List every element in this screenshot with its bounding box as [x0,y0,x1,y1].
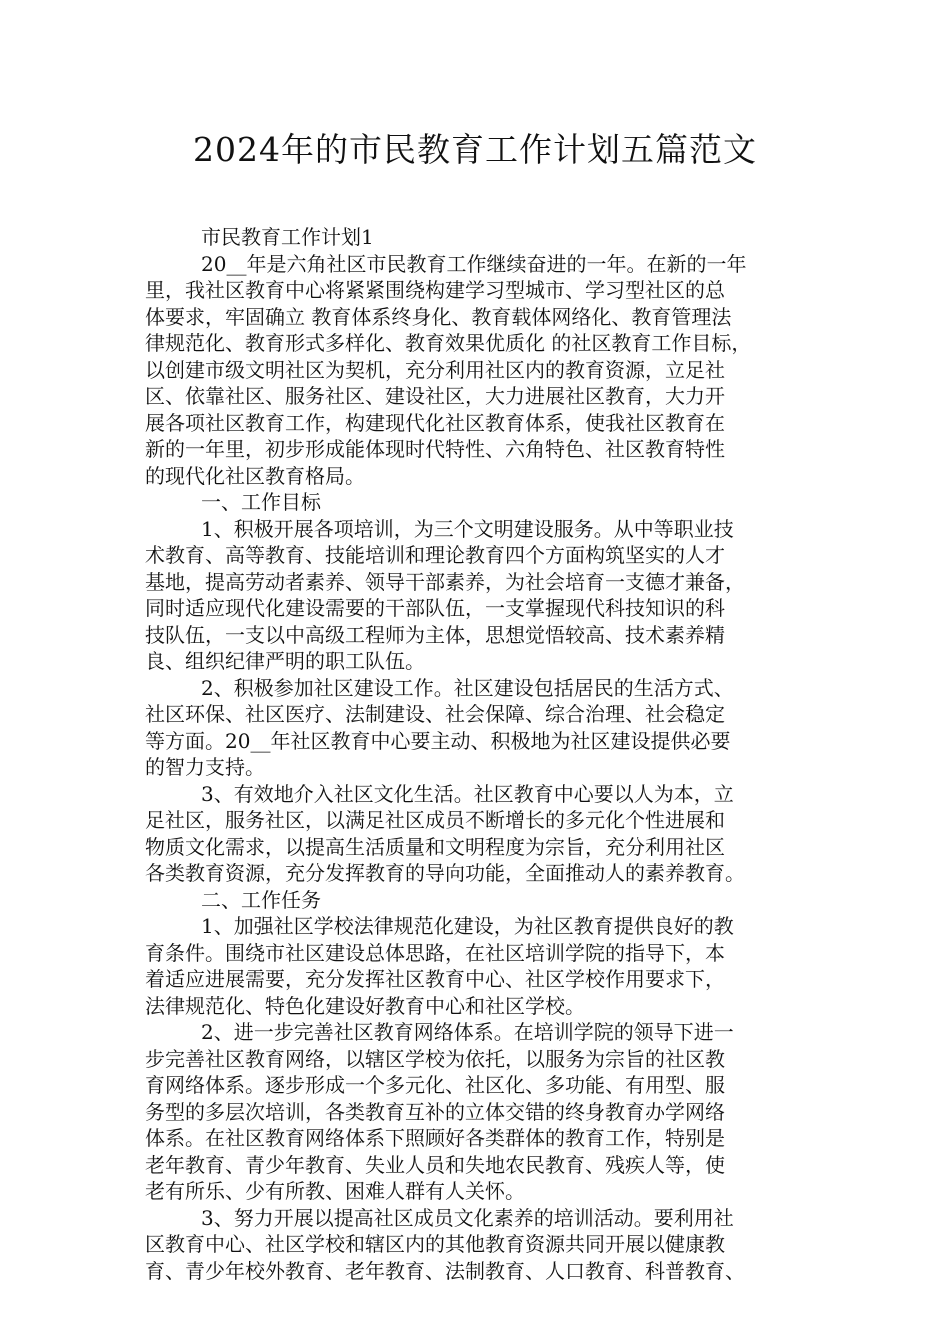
document-title: 2024年的市民教育工作计划五篇范文 [193,130,757,169]
text-line: 足社区，服务社区，以满足社区成员不断增长的多元化个性进展和 [145,808,725,832]
text-line: 基地，提高劳动者素养、领导干部素养，为社会培育一支德才兼备， [145,569,745,594]
text-line: 里，我社区教育中心将紧紧围绕构建学习型城市、学习型社区的总 [145,278,725,302]
text-line: 育条件。围绕市社区建设总体思路，在社区培训学院的指导下，本 [145,940,725,965]
text-line: 2、进一步完善社区教育网络体系。在培训学院的领导下进一 [201,1020,734,1044]
text-line: 良、组织纪律严明的职工队伍。 [145,649,425,673]
text-line: 老年教育、青少年教育、失业人员和失地农民教育、残疾人等，使 [145,1152,725,1177]
text-line: 社区环保、社区医疗、法制建设、社会保障、综合治理、社会稳定 [145,702,725,726]
text-line: 各类教育资源，充分发挥教育的导向功能，全面推动人的素养教育。 [145,861,745,885]
text-line: 同时适应现代化建设需要的干部队伍，一支掌握现代科技知识的科 [145,596,725,620]
text-line: 老有所乐、少有所教、困难人群有人关怀。 [145,1179,525,1203]
text-line: 体系。在社区教育网络体系下照顾好各类群体的教育工作，特别是 [145,1126,725,1150]
text-line: 步完善社区教育网络，以辖区学校为依托，以服务为宗旨的社区教 [145,1046,725,1071]
text-line: 育、青少年校外教育、老年教育、法制教育、人口教育、科普教育、 [145,1258,745,1283]
text-line: 体要求，牢固确立 教育体系终身化、教育载体网络化、教育管理法 [145,304,732,329]
text-line: 以创建市级文明社区为契机，充分利用社区内的教育资源，立足社 [145,357,725,382]
text-line: 一、工作目标 [201,490,321,514]
document-body [145,224,817,1284]
text-line: 区、依靠社区、服务社区、建设社区，大力进展社区教育，大力开 [145,384,725,408]
text-line: 1、积极开展各项培训，为三个文明建设服务。从中等职业技 [201,516,734,541]
text-line: 律规范化、教育形式多样化、教育效果优质化 的社区教育工作目标， [145,331,752,355]
text-line: 3、有效地介入社区文化生活。社区教育中心要以人为本，立 [201,781,734,806]
text-line: 的智力支持。 [145,755,265,779]
text-line: 区教育中心、社区学校和辖区内的其他教育资源共同开展以健康教 [145,1232,725,1256]
text-line: 二、工作任务 [201,887,321,912]
text-line: 技队伍，一支以中高级工程师为主体，思想觉悟较高、技术素养精 [145,622,725,647]
text-line: 术教育、高等教育、技能培训和理论教育四个方面构筑坚实的人才 [145,543,725,567]
text-line: 市民教育工作计划1 [201,225,374,249]
text-line: 20__年是六角社区市民教育工作继续奋进的一年。在新的一年 [201,251,747,276]
text-line: 1、加强社区学校法律规范化建设，为社区教育提供良好的教 [201,914,734,938]
text-line: 新的一年里，初步形成能体现时代特性、六角特色、社区教育特性 [145,437,725,461]
text-line: 3、努力开展以提高社区成员文化素养的培训活动。要利用社 [201,1205,734,1230]
text-line: 法律规范化、特色化建设好教育中心和社区学校。 [145,993,585,1018]
text-line: 的现代化社区教育格局。 [145,463,365,488]
text-line: 着适应进展需要，充分发挥社区教育中心、社区学校作用要求下， [145,967,725,991]
text-line: 展各项社区教育工作，构建现代化社区教育体系，使我社区教育在 [145,410,725,435]
text-line: 务型的多层次培训，各类教育互补的立体交错的终身教育办学网络 [145,1099,725,1124]
text-line: 育网络体系。逐步形成一个多元化、社区化、多功能、有用型、服 [145,1073,725,1097]
text-line: 物质文化需求，以提高生活质量和文明程度为宗旨，充分利用社区 [145,834,725,859]
text-line: 等方面。20__年社区教育中心要主动、积极地为社区建设提供必要 [145,728,731,753]
text-line: 2、积极参加社区建设工作。社区建设包括居民的生活方式、 [201,675,734,700]
